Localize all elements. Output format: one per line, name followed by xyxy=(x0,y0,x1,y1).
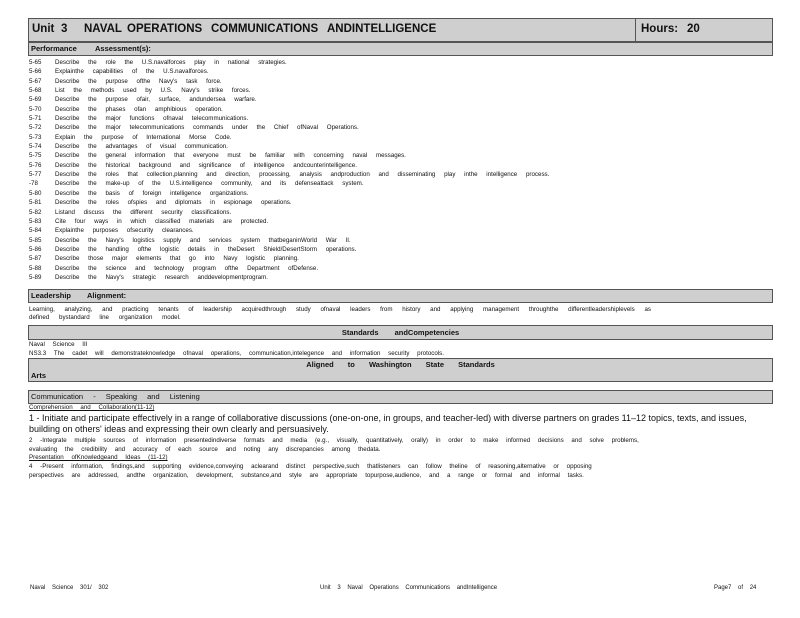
unit-title-word: OPERATIONS xyxy=(127,23,203,35)
performance-item-number: 5-74 xyxy=(29,143,42,151)
performance-item xyxy=(28,86,773,95)
performance-item-text: Describe the Navy's strategic research anddevelopmentprogram. xyxy=(55,273,268,281)
leadership-label: Leadership xyxy=(31,291,72,301)
leadership-text-line: Learning, analyzing, and practicing tenants of leadership acquiredthrough study ofnaval leaders from history and applying management throughthe differentleadershiplevels as xyxy=(29,306,651,314)
performance-item-text: Describe the role the U.S.navalforces play in national strategies. xyxy=(55,59,287,66)
performance-item-text: Describe those major elements that go into Navy logistic planning. xyxy=(55,255,299,263)
performance-item-text: Explainthe purposes ofsecurity clearances. xyxy=(55,227,194,235)
leadership-text xyxy=(28,303,773,325)
performance-item xyxy=(28,151,773,160)
performance-item xyxy=(28,95,773,104)
performance-item-number: 5-66 xyxy=(29,68,42,76)
performance-item-text: Describe the science and technology program ofthe Department ofDefense. xyxy=(55,264,319,272)
performance-item-number: 5-80 xyxy=(29,189,42,197)
performance-item xyxy=(28,58,773,67)
comprehension-title: Comprehension and Collaboration(11-12) xyxy=(29,404,155,412)
performance-item-text: Explainthe capabilities of the U.S.navalforces. xyxy=(55,68,209,76)
performance-item xyxy=(28,179,773,188)
performance-item-text: Describe the handling ofthe logistic details in theDesert Shield/DesertStorm operations. xyxy=(55,245,357,253)
performance-item xyxy=(28,189,773,198)
performance-item xyxy=(28,226,773,235)
unit-title-word: NAVAL xyxy=(84,23,122,35)
performance-item-number: 5-77 xyxy=(29,171,42,179)
performance-item-text: Describe the roles that collection,planning and direction, processing, analysis andproduction and disseminating play inthe intelligence process. xyxy=(55,171,550,179)
performance-item-number: 5-73 xyxy=(29,133,42,141)
standards-bar: Standards andCompetencies xyxy=(28,325,773,340)
ns-code: NS3.3 xyxy=(29,350,47,358)
footer-page-number: Page7 of 24 xyxy=(714,585,757,591)
performance-item-number: 5-68 xyxy=(29,87,42,95)
hours-label: Hours: xyxy=(641,23,679,35)
performance-item-number: 5-75 xyxy=(29,152,42,160)
performance-item-number: 5-89 xyxy=(29,273,42,281)
performance-item xyxy=(28,264,773,273)
performance-item-number: 5-84 xyxy=(29,227,42,235)
performance-item xyxy=(28,170,773,179)
performance-item-number: 5-67 xyxy=(29,77,42,85)
standard-2-line: evaluating the credibility and accuracy of each source and noting any discrepancies among thedata. xyxy=(29,446,381,454)
performance-item-text: Describe the purpose ofthe Navy's task force. xyxy=(55,77,222,85)
performance-item-text: List the methods used by U.S. Navy's strike forces. xyxy=(55,87,251,95)
leadership-bar xyxy=(28,289,773,303)
document-page xyxy=(28,18,773,480)
standard-4-line: perspectives are addressed, andthe organization, development, substance,and style are appropriate topurpose,audience, and a range or formal and informal tasks. xyxy=(29,472,584,480)
performance-item-number: -78 xyxy=(29,180,38,188)
alignment-label: Alignment: xyxy=(87,291,127,301)
assessment-label: Assessment(s): xyxy=(95,44,151,53)
presentation-heading xyxy=(28,454,773,462)
washington-title: Aligned to Washington State Standards xyxy=(306,360,495,370)
performance-item-number: 5-83 xyxy=(29,217,42,225)
performance-item-text: Describe the roles ofspies and diplomats in espionage operations. xyxy=(55,199,292,207)
performance-item-text: Describe the purpose ofair, surface, andundersea warfare. xyxy=(55,96,257,104)
performance-item-number: 5-69 xyxy=(29,96,42,104)
performance-item-number: 5-81 xyxy=(29,199,42,207)
unit-title-word: ANDINTELLIGENCE xyxy=(327,23,437,35)
naval-science-subject: Naval Science III xyxy=(29,341,88,349)
performance-item xyxy=(28,208,773,217)
leadership-text-line: defined bystandard line organization model. xyxy=(29,314,181,322)
performance-item-text: Listand discuss the different security classifications. xyxy=(55,208,232,216)
performance-item xyxy=(28,217,773,226)
performance-item-number: 5-65 xyxy=(29,59,42,66)
performance-item xyxy=(28,273,773,282)
performance-item xyxy=(28,142,773,151)
performance-item xyxy=(28,105,773,114)
performance-item xyxy=(28,67,773,76)
standard-1: 1 - Initiate and participate effectively in a range of collaborative discussions (one-on-one, in groups, and teacher-led) with diverse partners on grades 11–12 topics, texts, and issues, building on others' ideas and expressing their own clearly and persuasively. xyxy=(29,413,747,435)
communication-bar xyxy=(28,390,773,404)
unit-title-word: COMMUNICATIONS xyxy=(211,23,319,35)
hours-value: 20 xyxy=(687,23,700,35)
unit-header-bar xyxy=(28,18,773,42)
performance-item-text: Describe the major telecommunications commands under the Chief ofNaval Operations. xyxy=(55,124,359,132)
arts-label: Arts xyxy=(31,371,47,381)
performance-item xyxy=(28,198,773,207)
communication-label: Communication - Speaking and Listening xyxy=(31,392,200,402)
washington-standards-bar xyxy=(28,358,773,382)
ns-text: The cadet will demonstrateknowledge ofnaval operations, communication,intelegence and information security protocols. xyxy=(53,350,444,358)
performance-item xyxy=(28,133,773,142)
performance-items-list xyxy=(28,56,773,282)
performance-item-number: 5-87 xyxy=(29,255,42,263)
performance-item xyxy=(28,123,773,132)
performance-item-number: 5-82 xyxy=(29,208,42,216)
footer-unit: Unit 3 Naval Operations Communications andIntelligence xyxy=(320,585,498,591)
performance-item-number: 5-86 xyxy=(29,245,42,253)
footer-course: Naval Science 301/ 302 xyxy=(30,585,109,591)
performance-item-text: Describe the make-up of the U.S.intelligence community, and its defenseattack system. xyxy=(55,180,364,188)
ns-standard-row xyxy=(28,349,773,358)
performance-item xyxy=(28,254,773,263)
performance-item-text: Describe the historical background and significance of intelligence andcounterintelligence. xyxy=(55,161,357,169)
performance-item-text: Describe the Navy's logistics supply and services system thatbeganinWorld War II. xyxy=(55,236,351,244)
performance-item xyxy=(28,236,773,245)
performance-item xyxy=(28,161,773,170)
performance-item xyxy=(28,245,773,254)
performance-item-text: Describe the phases ofan amphibious operation. xyxy=(55,105,223,113)
hours-divider xyxy=(635,19,636,41)
performance-item-text: Cite four ways in which classified materials are protected. xyxy=(55,217,269,225)
performance-item-number: 5-71 xyxy=(29,115,42,123)
performance-item xyxy=(28,77,773,86)
comprehension-heading xyxy=(28,404,773,412)
unit-label: Unit xyxy=(32,23,55,35)
unit-number: 3 xyxy=(61,23,68,35)
performance-item-number: 5-72 xyxy=(29,124,42,132)
performance-item-text: Describe the advantages of visual communication. xyxy=(55,143,228,151)
performance-item-text: Describe the general information that everyone must be familiar with concerning naval messages. xyxy=(55,152,406,160)
performance-bar xyxy=(28,42,773,56)
performance-item xyxy=(28,114,773,123)
standard-4-line: 4 -Present information, findings,and supporting evidence,conveying aclearand distinct perspective,such thatlisteners can follow theline of reasoning,alternative or opposing xyxy=(29,463,592,471)
performance-item-number: 5-85 xyxy=(29,236,42,244)
performance-item-text: Describe the basis of foreign intelligence organizations. xyxy=(55,189,249,197)
performance-item-number: 5-70 xyxy=(29,105,42,113)
performance-item-number: 5-88 xyxy=(29,264,42,272)
performance-label: Performance xyxy=(31,44,77,53)
presentation-title: Presentation ofKnowledgeand Ideas (11-12) xyxy=(29,454,168,462)
performance-item-number: 5-76 xyxy=(29,161,42,169)
performance-item-text: Explain the purpose of International Morse Code. xyxy=(55,133,232,141)
standard-2-line: 2 -Integrate multiple sources of information presentedindiverse formats and media (e.g., visually, quantitatively, orally) in order to make informed decisions and solve problems, xyxy=(29,437,639,445)
performance-item-text: Describe the major functions ofnaval telecommunications. xyxy=(55,115,249,123)
